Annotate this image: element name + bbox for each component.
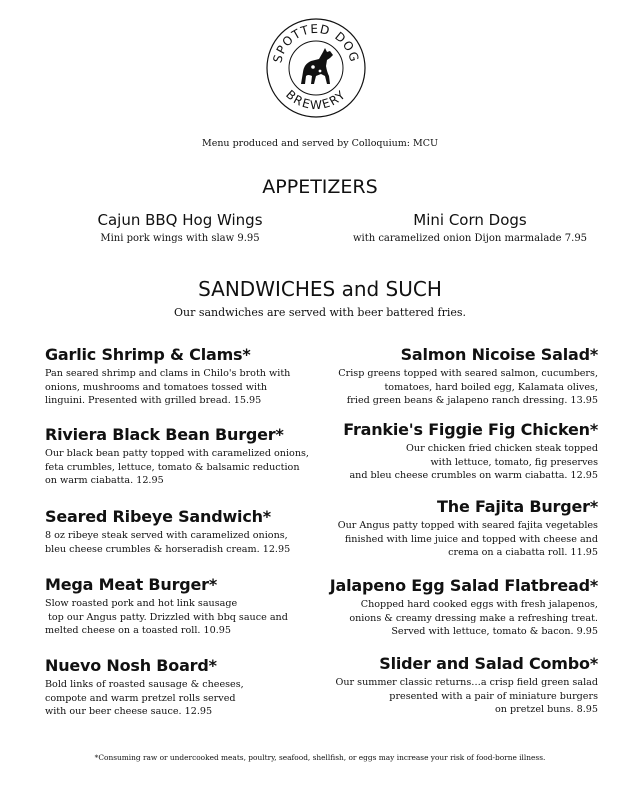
dog-icon — [301, 48, 333, 84]
appetizers-heading: APPETIZERS — [262, 176, 378, 198]
item-description: Our Angus patty topped with seared fajita vegetables finished with lime juice and topped with cheese and crema on a ciabatta roll. 11.95 — [337, 520, 598, 559]
item-name: Riviera Black Bean Burger* — [45, 425, 284, 444]
food-safety-footnote: *Consuming raw or undercooked meats, poultry, seafood, shellfish, or eggs may increase your risk of food-borne illness. — [94, 753, 546, 762]
menu-item — [323, 576, 598, 639]
menu-item — [323, 654, 598, 717]
item-name: Cajun BBQ Hog Wings — [97, 211, 263, 229]
item-name: Slider and Salad Combo* — [379, 654, 598, 673]
item-description: with caramelized onion Dijon marmalade 7.95 — [352, 233, 588, 244]
svg-text:SPOTTED DOG — [270, 22, 361, 64]
item-name: Frankie's Figgie Fig Chicken* — [343, 420, 598, 439]
item-description: Crisp greens topped with seared salmon, cucumbers, tomatoes, hard boiled egg, Kalamata olives, fried green beans & jalapeno ranch dressing. 13.95 — [338, 368, 598, 407]
item-name: Jalapeno Egg Salad Flatbread* — [329, 576, 598, 595]
item-name: The Fajita Burger* — [437, 497, 598, 516]
item-description: Bold links of roasted sausage & cheeses, compote and warm pretzel rolls served with our beer cheese sauce. 12.95 — [45, 679, 244, 718]
item-description: Mini pork wings with slaw 9.95 — [100, 233, 260, 244]
item-name: Nuevo Nosh Board* — [45, 656, 217, 675]
menu-item — [323, 497, 598, 560]
logo-top-text: SPOTTED DOG — [270, 21, 362, 65]
item-description: Pan seared shrimp and clams in Chilo's broth with onions, mushrooms and tomatoes tossed with linguini. Presented with grilled bread. 15.95 — [45, 368, 291, 407]
item-name: Seared Ribeye Sandwich* — [45, 507, 271, 526]
menu-item — [45, 507, 320, 556]
item-description: 8 oz ribeye steak served with caramelized onions, bleu cheese crumbles & horseradish cream. 12.95 — [45, 530, 291, 555]
brewery-logo — [264, 16, 368, 120]
menu-item — [323, 420, 598, 483]
item-description: Our black bean patty topped with caramelized onions, feta crumbles, lettuce, tomato & balsamic reduction on warm ciabatta. 12.95 — [45, 448, 309, 487]
menu-item — [45, 575, 320, 638]
menu-item — [323, 345, 598, 408]
svg-text:BREWERY — [283, 87, 349, 112]
item-description: Our chicken fried chicken steak topped with lettuce, tomato, fig preserves and bleu cheese crumbles on warm ciabatta. 12.95 — [349, 443, 598, 482]
logo-bottom-text: BREWERY — [283, 87, 349, 113]
item-description: Slow roasted pork and hot link sausage top our Angus patty. Drizzled with bbq sauce and melted cheese on a toasted roll. 10.95 — [45, 598, 288, 637]
item-name: Mini Corn Dogs — [413, 211, 527, 229]
sandwiches-subtitle: Our sandwiches are served with beer battered fries. — [173, 306, 467, 319]
item-description: Our summer classic returns…a crisp field green salad presented with a pair of miniature burgers on pretzel buns. 8.95 — [335, 677, 598, 716]
menu-credit: Menu produced and served by Colloquium: MCU — [201, 138, 439, 149]
menu-item — [45, 425, 320, 488]
item-description: Chopped hard cooked eggs with fresh jalapenos, onions & creamy dressing make a refreshing treat. Served with lettuce, tomato & bacon. 9.95 — [349, 599, 598, 638]
appetizer-item — [340, 211, 600, 244]
menu-item — [45, 345, 320, 408]
menu-item — [45, 656, 320, 719]
item-name: Mega Meat Burger* — [45, 575, 218, 594]
sandwiches-heading: SANDWICHES and SUCH — [198, 277, 442, 301]
appetizer-item — [60, 211, 300, 244]
item-name: Garlic Shrimp & Clams* — [45, 345, 251, 364]
item-name: Salmon Nicoise Salad* — [400, 345, 598, 364]
